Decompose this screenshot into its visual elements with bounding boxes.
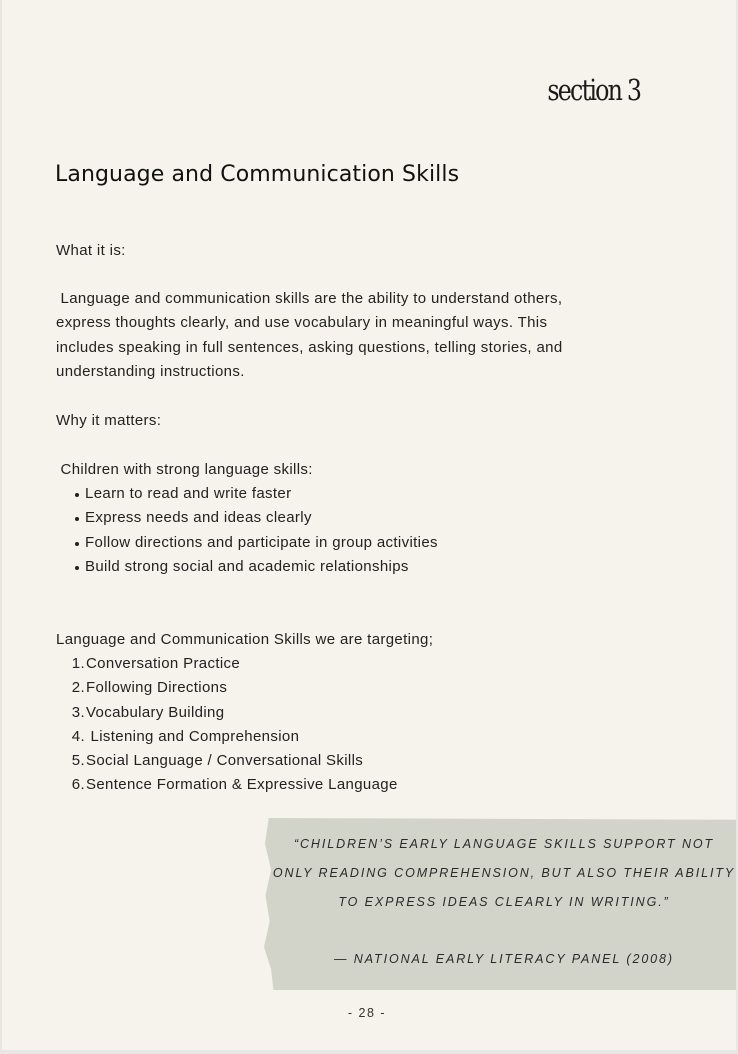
list-item: Express needs and ideas clearly [56,506,438,530]
item-number: 3. [71,703,85,721]
list-item [56,676,398,700]
list-item [56,725,398,749]
page-title: Language and Communication Skills [55,162,460,187]
list-item [56,652,398,676]
why-intro-text: Children with strong language skills: [60,461,313,478]
item-number: 1. [71,655,85,672]
targets-list [56,652,398,798]
page-number: - 28 - [347,1006,387,1020]
what-it-is-heading: What it is: [56,242,126,259]
item-number: 6. [71,776,85,794]
item-number: 5. [71,752,85,770]
item-label: Social Language / Conversational Skills [86,752,364,770]
item-label: Listening and Comprehension [86,727,300,745]
list-item: Follow directions and participate in group activities [56,531,438,555]
item-label: Sentence Formation & Expressive Language [86,776,398,794]
what-it-is-text: Language and communication skills are the ability to understand others, express thoughts clearly, and use vocabulary in meaningful ways. This includes speaking in full sentences, asking questions, telling stories, and understanding instructions. [56,290,563,380]
list-item: Build strong social and academic relationships [56,555,438,579]
quote-source: — NATIONAL EARLY LITERACY PANEL (2008) [334,952,674,966]
list-item: Learn to read and write faster [56,482,438,506]
quote-text: “CHILDREN’S EARLY LANGUAGE SKILLS SUPPORT NOT ONLY READING COMPREHENSION, BUT ALSO THEIR ABILITY TO EXPRESS IDEAS CLEARLY IN WRITING.” [272,837,736,909]
list-item [56,749,398,773]
item-number: 4. [71,727,85,745]
what-it-is-paragraph [56,287,576,384]
benefits-list [56,482,438,579]
item-label: Following Directions [86,679,228,697]
item-label: Vocabulary Building [86,703,225,721]
list-item [56,773,398,797]
why-it-matters-heading: Why it matters: [56,412,162,429]
section-label: section 3 [547,73,640,107]
document-page [2,0,736,1050]
targets-heading: Language and Communication Skills we are targeting; [56,631,434,648]
why-intro-paragraph [56,458,576,482]
item-label: Conversation Practice [86,655,241,672]
list-item [56,701,398,725]
item-number: 2. [71,679,85,697]
